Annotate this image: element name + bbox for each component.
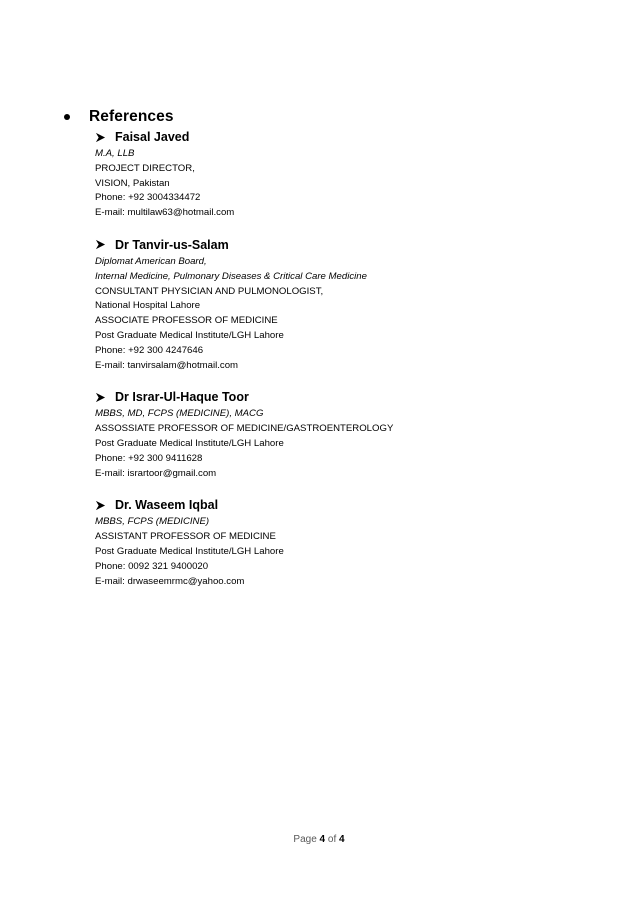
reference-name-row — [95, 236, 615, 254]
reference-detail-line: PROJECT DIRECTOR, — [95, 162, 195, 174]
footer-of-word: of — [327, 834, 337, 845]
reference-detail-line: E-mail: tanvirsalam@hotmail.com — [95, 359, 239, 371]
reference-detail-line: ASSOCIATE PROFESSOR OF MEDICINE — [95, 315, 278, 327]
reference-detail-line: M.A, LLB — [95, 148, 135, 159]
footer-current-page: 4 — [319, 834, 326, 845]
reference-name-row — [95, 388, 615, 406]
reference-detail-line: Post Graduate Medical Institute/LGH Lahore — [95, 437, 284, 449]
reference-detail-line: MBBS, FCPS (MEDICINE) — [95, 516, 210, 528]
reference-name-row — [95, 496, 615, 514]
reference-name: Faisal Javed — [115, 130, 190, 144]
reference-detail-line: Phone: +92 300 9411628 — [95, 452, 203, 464]
reference-detail-line: E-mail: isrartoor@gmail.com — [95, 467, 217, 479]
reference-entry — [95, 128, 615, 221]
reference-name: Dr Israr-Ul-Haque Toor — [115, 390, 249, 405]
reference-name: Dr Tanvir-us-Salam — [115, 237, 229, 252]
reference-detail-line: Post Graduate Medical Institute/LGH Lahore — [95, 329, 284, 341]
arrowhead-bullet-icon — [95, 132, 106, 143]
reference-detail-line: E-mail: multilaw63@hotmail.com — [95, 207, 235, 219]
arrowhead-bullet-icon — [95, 392, 106, 403]
reference-name-row — [95, 128, 615, 146]
reference-list — [95, 128, 615, 604]
reference-detail-line: MBBS, MD, FCPS (MEDICINE), MACG — [95, 408, 264, 420]
section-heading — [64, 106, 174, 128]
reference-detail-line: Phone: +92 300 4247646 — [95, 344, 204, 356]
footer-page-word: Page — [293, 834, 317, 845]
arrowhead-bullet-icon — [95, 500, 106, 511]
reference-detail-line: ASSOSSIATE PROFESSOR OF MEDICINE/GASTROENTEROLOGY — [95, 423, 394, 435]
reference-detail-line: ASSISTANT PROFESSOR OF MEDICINE — [95, 531, 276, 543]
page-footer — [0, 834, 638, 845]
reference-entry — [95, 496, 615, 589]
arrowhead-bullet-icon — [95, 239, 106, 250]
reference-detail-line: National Hospital Lahore — [95, 300, 201, 312]
reference-detail-line: Phone: 0092 321 9400020 — [95, 560, 209, 572]
reference-entry — [95, 236, 615, 373]
reference-detail-line: CONSULTANT PHYSICIAN AND PULMONOLOGIST, — [95, 285, 324, 297]
reference-detail-line: E-mail: drwaseemrmc@yahoo.com — [95, 575, 245, 587]
reference-detail-line: VISION, Pakistan — [95, 177, 170, 189]
reference-entry — [95, 388, 615, 481]
bullet-icon — [64, 114, 70, 120]
reference-detail-line: Diplomat American Board, — [95, 255, 207, 267]
footer-total-pages: 4 — [339, 834, 345, 845]
reference-detail-line: Post Graduate Medical Institute/LGH Lahore — [95, 545, 284, 557]
reference-detail-line: Phone: +92 3004334472 — [95, 192, 201, 204]
reference-detail-line: Internal Medicine, Pulmonary Diseases & Critical Care Medicine — [95, 270, 367, 282]
reference-name: Dr. Waseem Iqbal — [115, 498, 219, 513]
section-title: References — [89, 108, 174, 125]
